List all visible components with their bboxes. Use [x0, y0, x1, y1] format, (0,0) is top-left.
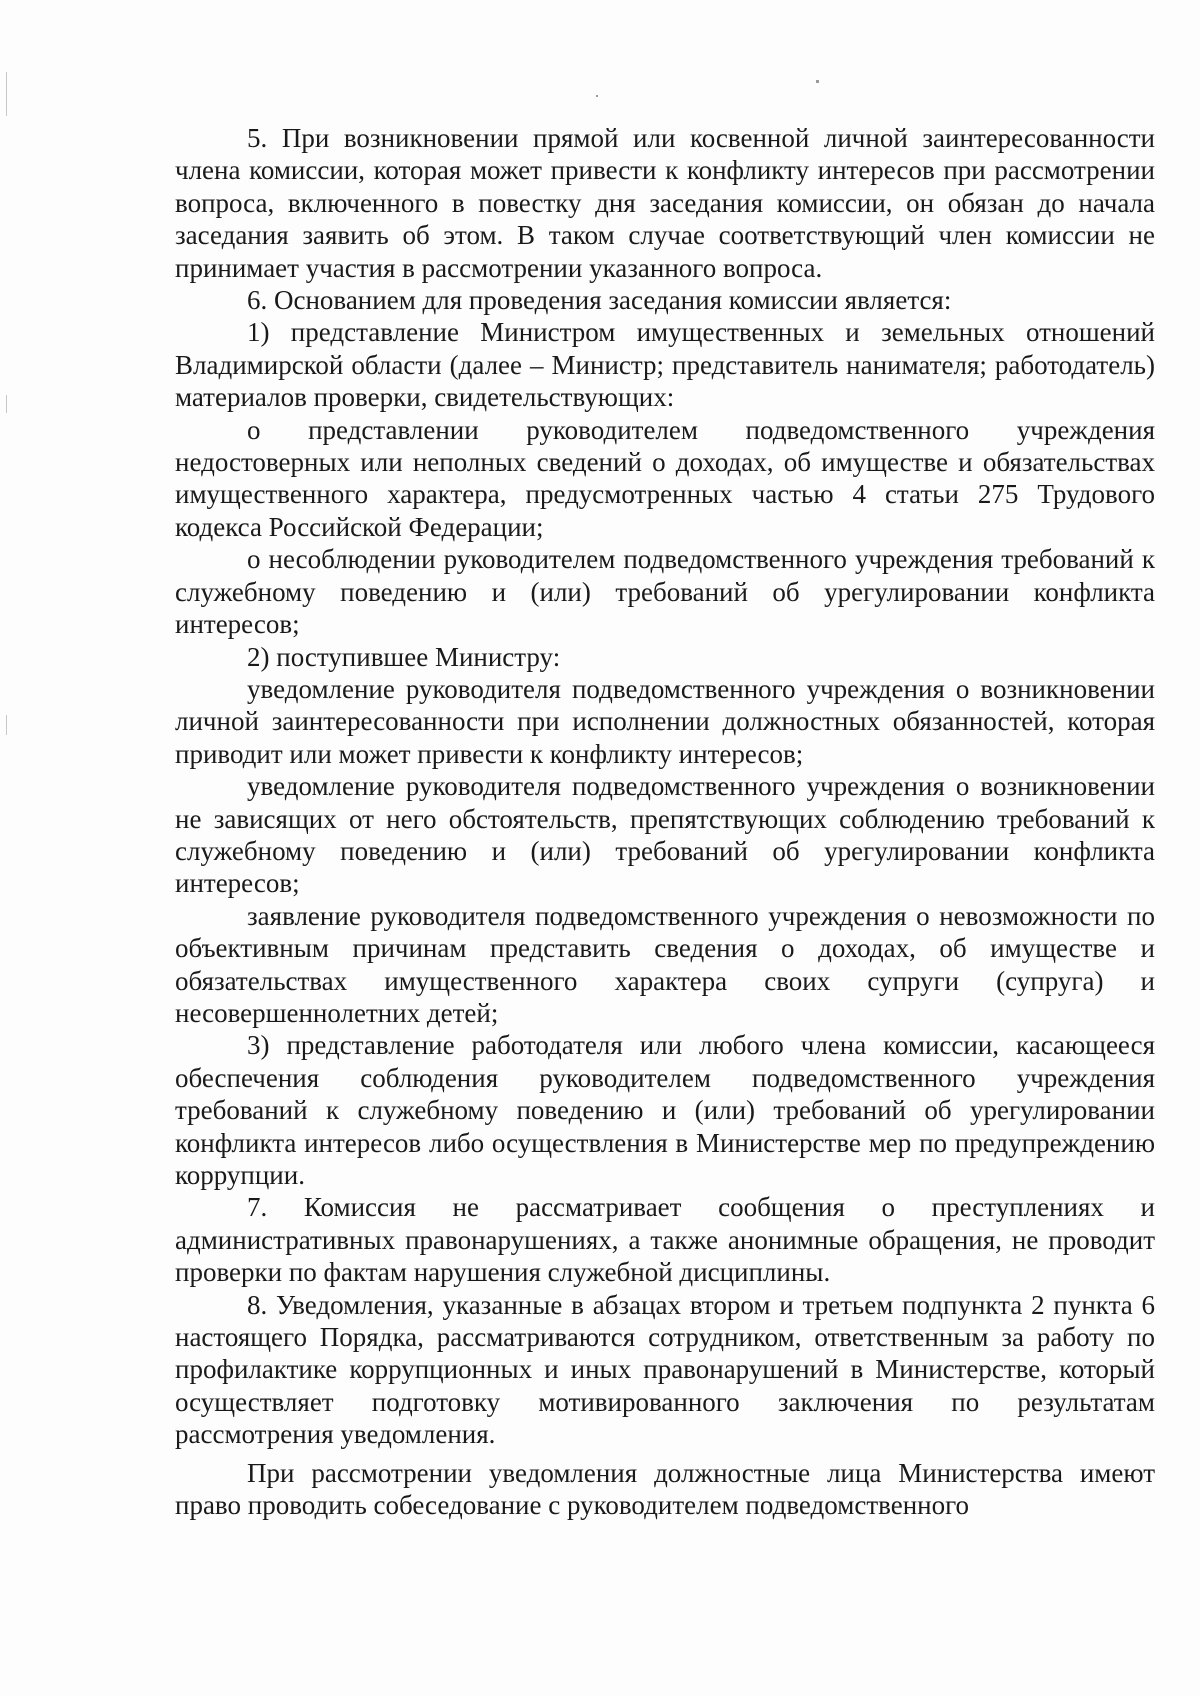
- margin-mark: [6, 72, 7, 116]
- margin-mark: [6, 715, 7, 735]
- paragraph-6-1: 1) представление Министром имущественных и земельных отношений Владимирской области (далее – Министр; представитель нанимателя; работодатель) материалов проверки, свидетельствующих:: [175, 317, 1155, 413]
- scan-dot: [596, 95, 598, 97]
- scan-dot: [816, 80, 819, 83]
- paragraph-6: 6. Основанием для проведения заседания комиссии является:: [247, 285, 952, 316]
- paragraph-6-2-b: уведомление руководителя подведомственного учреждения о возникновении не зависящих от него обстоятельств, препятствующих соблюдению требований к служебному поведению и (или) требований об урегулировании конфликта интересов;: [175, 771, 1155, 899]
- paragraph-8-continued: При рассмотрении уведомления должностные лица Министерства имеют право проводить собеседование с руководителем подведомственного: [175, 1457, 1155, 1521]
- margin-mark: [6, 395, 7, 413]
- paragraph-5: 5. При возникновении прямой или косвенной личной заинтересованности члена комиссии, которая может привести к конфликту интересов при рассмотрении вопроса, включенного в повестку дня заседания комиссии, он обязан до начала заседания заявить об этом. В таком случае соответствующий член комиссии не принимает участия в рассмотрении указанного вопроса.: [175, 123, 1155, 283]
- paragraph-6-2: 2) поступившее Министру:: [247, 641, 561, 672]
- paragraph-6-2-a: уведомление руководителя подведомственного учреждения о возникновении личной заинтересованности при исполнении должностных обязанностей, которая приводит или может привести к конфликту интересов;: [175, 673, 1155, 769]
- document-body: [175, 122, 1155, 1521]
- paragraph-8: 8. Уведомления, указанные в абзацах втором и третьем подпункта 2 пункта 6 настоящего Порядка, рассматриваются сотрудником, ответственным за работу по профилактике коррупционных и иных правонарушений в Министерстве, который осуществляет подготовку мотивированного заключения по результатам рассмотрения уведомления.: [175, 1289, 1155, 1450]
- paragraph-7: 7. Комиссия не рассматривает сообщения о преступлениях и административных правонарушениях, а также анонимные обращения, не проводит проверки по фактам нарушения служебной дисциплины.: [175, 1192, 1155, 1288]
- paragraph-6-1-a: о представлении руководителем подведомственного учреждения недостоверных или неполных сведений о доходах, об имуществе и обязательствах имущественного характера, предусмотренных частью 4 статьи 275 Трудового кодекса Российской Федерации;: [175, 414, 1155, 542]
- paragraph-6-2-c: заявление руководителя подведомственного учреждения о невозможности по объективным причинам представить сведения о доходах, об имуществе и обязательствах имущественного характера своих супруги (супруга) и несовершеннолетних детей;: [175, 900, 1155, 1028]
- paragraph-6-1-b: о несоблюдении руководителем подведомственного учреждения требований к служебному поведению и (или) требований об урегулировании конфликта интересов;: [175, 544, 1155, 640]
- paragraph-6-3: 3) представление работодателя или любого члена комиссии, касающееся обеспечения соблюдения руководителем подведомственного учреждения требований к служебному поведению и (или) требований об урегулировании конфликта интересов либо осуществления в Министерстве мер по предупреждению коррупции.: [175, 1030, 1155, 1190]
